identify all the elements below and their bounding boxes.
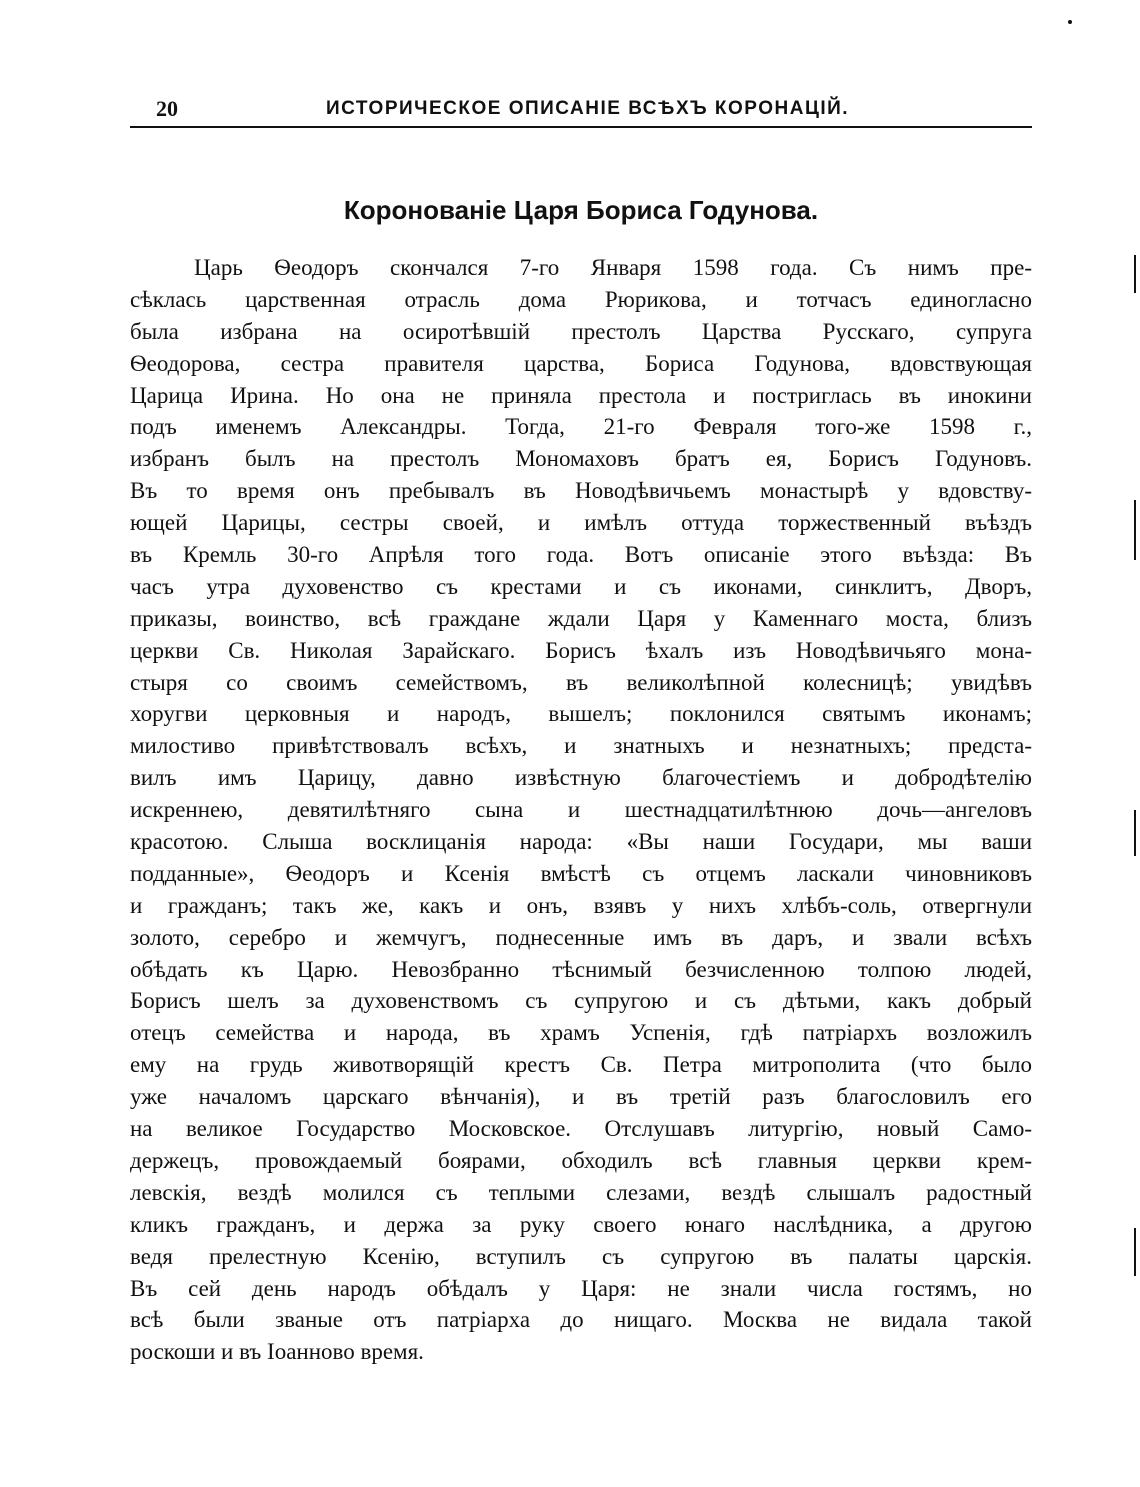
text-line: Въ то время онъ пребывалъ въ Новодѣвичьемъ монастырѣ у вдовству-: [130, 478, 1032, 504]
chapter-title: Коронованіе Царя Бориса Годунова.: [343, 195, 819, 225]
scan-edge-mark: [1134, 1228, 1136, 1276]
text-line: роскоши и въ Іоанново время.: [130, 1339, 424, 1365]
text-line: милостиво привѣтствовалъ всѣхъ, и знатныхъ и незнатныхъ; предста-: [130, 733, 1032, 759]
text-line: приказы, воинство, всѣ граждане ждали Царя у Каменнаго моста, близъ: [130, 605, 1032, 631]
text-line: стыря со своимъ семействомъ, въ великолѣпной колесницѣ; увидѣвъ: [130, 669, 1032, 695]
text-line: золото, серебро и жемчугъ, поднесенные имъ въ даръ, и звали всѣхъ: [130, 924, 1032, 950]
text-line: ведя прелестную Ксенію, вступилъ съ супругою въ палаты царскія.: [130, 1243, 1032, 1269]
text-line: церкви Св. Николая Зарайскаго. Борисъ ѣхалъ изъ Новодѣвичьяго мона-: [130, 637, 1032, 663]
scan-edge-mark: [1134, 500, 1136, 560]
running-title: ИСТОРИЧЕСКОЕ ОПИСАНІЕ ВСѢХЪ КОРОНАЦІЙ.: [326, 98, 850, 119]
text-line: красотою. Слыша восклицанія народа: «Вы наши Государи, мы ваши: [130, 829, 1032, 855]
text-line: уже началомъ царскаго вѣнчанія), и въ третій разъ благословилъ его: [130, 1084, 1032, 1110]
text-line: ему на грудь животворящій крестъ Св. Петра митрополита (что было: [130, 1052, 1032, 1078]
text-line: всѣ были званые отъ патріарха до нищаго. Москва не видала такой: [130, 1307, 1032, 1333]
text-line: на великое Государство Московское. Отслушавъ литургію, новый Само-: [130, 1116, 1032, 1142]
text-line: вилъ имъ Царицу, давно извѣстную благочестіемъ и добродѣтелію: [130, 765, 1032, 791]
running-head: [130, 94, 1032, 128]
text-line: левскія, вездѣ молился съ теплыми слезами, вездѣ слышалъ радостный: [130, 1179, 1032, 1205]
body-paragraph: [130, 252, 1032, 1368]
text-line: ющей Царицы, сестры своей, и имѣлъ оттуда торжественный въѣздъ: [130, 510, 1032, 536]
scan-speck: [1068, 20, 1072, 24]
text-line: въ Кремль 30-го Апрѣля того года. Вотъ описаніе этого въѣзда: Въ: [130, 542, 1032, 568]
text-line: подъ именемъ Александры. Тогда, 21-го Февраля того-же 1598 г.,: [130, 414, 1032, 440]
text-line: держецъ, провождаемый боярами, обходилъ всѣ главныя церкви крем-: [130, 1147, 1032, 1173]
page-number: 20: [156, 96, 178, 121]
text-line: обѣдать къ Царю. Невозбранно тѣснимый безчисленною толпою людей,: [130, 956, 1032, 982]
text-line: кликъ гражданъ, и держа за руку своего юнаго наслѣдника, а другою: [130, 1211, 1032, 1237]
text-line: хоругви церковныя и народъ, вышелъ; поклонился святымъ иконамъ;: [130, 701, 1032, 727]
text-line: Въ сей день народъ обѣдалъ у Царя: не знали числа гостямъ, но: [130, 1275, 1032, 1301]
scan-edge-mark: [1134, 255, 1136, 293]
scan-edge-mark: [1134, 810, 1136, 856]
text-line: Царь Ѳеодоръ скончался 7-го Января 1598 года. Съ нимъ пре-: [194, 255, 1032, 280]
text-line: отецъ семейства и народа, въ храмъ Успенія, гдѣ патріархъ возложилъ: [130, 1020, 1032, 1046]
text-line: Царица Ирина. Но она не приняла престола и постриглась въ инокини: [130, 382, 1032, 408]
text-line: сѣклась царственная отрасль дома Рюрикова, и тотчасъ единогласно: [130, 286, 1032, 312]
text-line: подданные», Ѳеодоръ и Ксенія вмѣстѣ съ отцемъ ласкали чиновниковъ: [130, 860, 1032, 886]
text-line: искреннею, девятилѣтняго сына и шестнадцатилѣтнюю дочь—ангеловъ: [130, 797, 1032, 823]
text-line: Ѳеодорова, сестра правителя царства, Бориса Годунова, вдовствующая: [130, 350, 1032, 376]
text-line: была избрана на осиротѣвшій престолъ Царства Русскаго, супруга: [130, 318, 1032, 344]
text-line: Борисъ шелъ за духовенствомъ съ супругою и съ дѣтьми, какъ добрый: [130, 988, 1032, 1014]
text-line: избранъ былъ на престолъ Мономаховъ братъ ея, Борисъ Годуновъ.: [130, 446, 1032, 472]
text-line: и гражданъ; такъ же, какъ и онъ, взявъ у нихъ хлѣбъ-соль, отвергнули: [130, 892, 1032, 918]
text-line: часъ утра духовенство съ крестами и съ иконами, синклитъ, Дворъ,: [130, 573, 1032, 599]
